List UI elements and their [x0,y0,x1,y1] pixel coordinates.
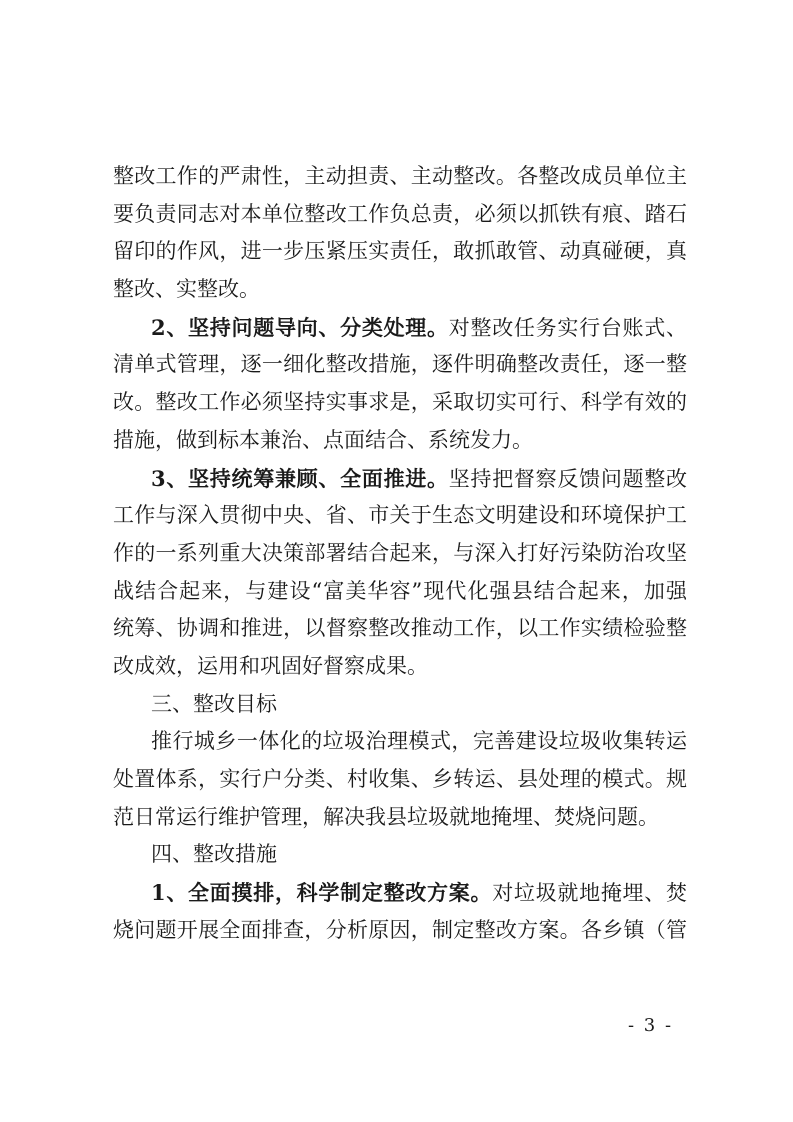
text-line: 措施，做到标本兼治、点面结合、系统发力。 [113,427,533,452]
paragraph-goals [113,723,687,836]
page-number: - 3 - [628,1015,674,1036]
text-line: 作的一系列重大决策部署结合起来，与深入打好污染防治攻坚 [113,540,687,565]
text-line: 战结合起来，与建设“富美华容”现代化强县结合起来，加强 [113,578,687,603]
text-line: 要负责同志对本单位整改工作负总责，必须以抓铁有痕、踏石 [113,201,687,226]
text-span: 对整改任务实行台账式、 [448,315,687,340]
section-heading-goals: 三、整改目标 [151,691,277,716]
section-heading-measures: 四、整改措施 [151,842,277,867]
text-line: 工作与深入贯彻中央、省、市关于生态文明建设和环境保护工 [113,503,687,528]
paragraph-overall-planning [113,460,687,686]
document-body [113,158,687,949]
text-line: 改。整改工作必须坚持实事求是，采取切实可行、科学有效的 [113,390,687,415]
paragraph-heading: 3、坚持统筹兼顾、全面推进。 [151,465,449,491]
paragraph-measures [113,874,687,949]
text-line [113,309,687,347]
text-span: 坚持把督察反馈问题整改 [448,466,687,491]
text-line: 留印的作风，进一步压紧压实责任，敢抓敢管、动真碰硬，真 [113,239,687,264]
text-line: 清单式管理，逐一细化整改措施，逐件明确整改责任，逐一整 [113,352,687,377]
text-span: 对垃圾就地掩埋、焚 [492,881,687,906]
paragraph-responsibility [113,158,687,309]
paragraph-heading: 2、坚持问题导向、分类处理。 [151,314,449,340]
text-line: 范日常运行维护管理，解决我县垃圾就地掩埋、焚烧问题。 [113,804,659,829]
text-line: 推行城乡一体化的垃圾治理模式，完善建设垃圾收集转运 [151,729,687,754]
text-line: 整改、实整改。 [113,277,260,302]
text-line [113,874,687,912]
text-line: 烧问题开展全面排查，分析原因，制定整改方案。各乡镇（管 [113,917,687,942]
paragraph-problem-oriented [113,309,687,460]
text-line: 处置体系，实行户分类、村收集、乡转运、县处理的模式。规 [113,767,687,791]
text-line: 整改工作的严肃性，主动担责、主动整改。各整改成员单位主 [113,164,687,188]
paragraph-heading: 1、全面摸排，科学制定整改方案。 [151,880,493,906]
text-line: 改成效，运用和巩固好督察成果。 [113,653,428,678]
text-line: 统筹、协调和推进，以督察整改推动工作，以工作实绩检验整 [113,616,687,641]
text-line [113,460,687,498]
